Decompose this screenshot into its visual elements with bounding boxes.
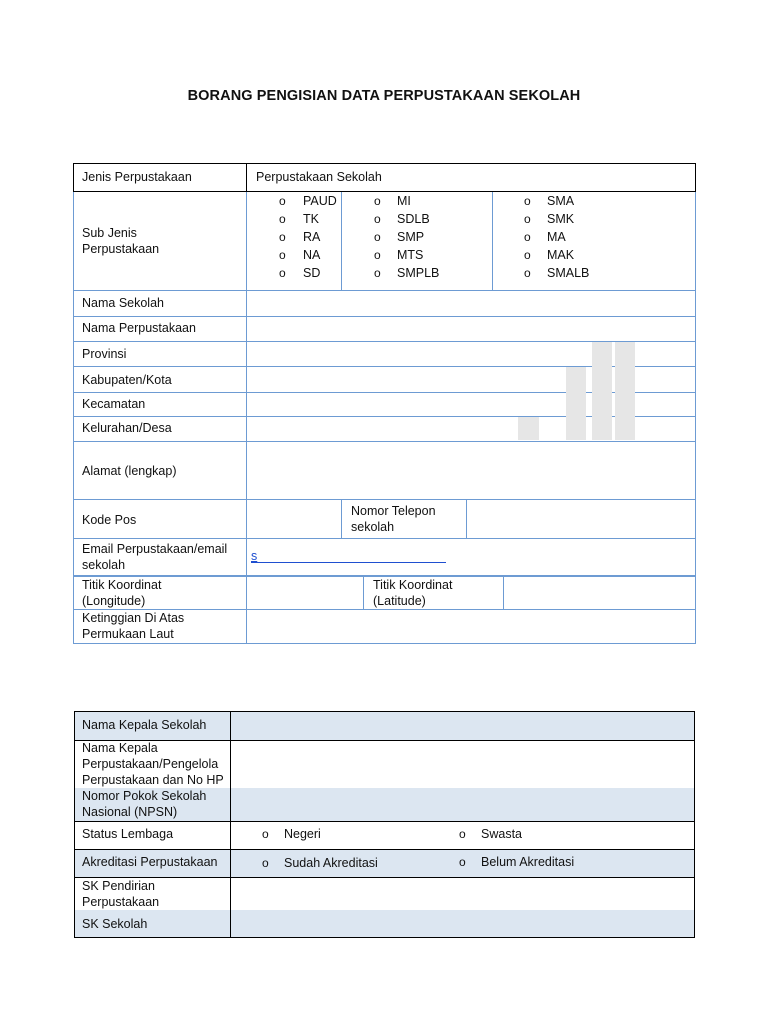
option-radio[interactable]: o — [524, 248, 531, 262]
belum-akreditasi-radio[interactable]: o — [459, 855, 466, 869]
telepon-label — [351, 503, 436, 535]
ketinggian-field[interactable] — [247, 610, 695, 643]
sudah-akreditasi-radio[interactable]: o — [262, 856, 269, 870]
kepala-field[interactable] — [231, 712, 694, 740]
npsn-label-line: Nomor Pokok Sekolah — [82, 789, 207, 803]
nama-perpustakaan-label: Nama Perpustakaan — [82, 321, 196, 335]
sk-pendirian-label-line: Perpustakaan — [82, 895, 160, 909]
option-label: SMALB — [547, 266, 590, 280]
divider — [492, 192, 493, 291]
option-radio[interactable]: o — [279, 194, 286, 208]
kode-pos-label: Kode Pos — [82, 513, 137, 527]
pengelola-label-line: Nama Kepala — [82, 741, 158, 755]
option-label: NA — [303, 248, 321, 262]
divider — [341, 500, 342, 538]
nama-sekolah-field[interactable] — [247, 291, 695, 316]
pengelola-label-line: Perpustakaan dan No HP — [82, 773, 224, 787]
option-label: SMA — [547, 194, 575, 208]
option-radio[interactable]: o — [524, 194, 531, 208]
kelurahan-field[interactable] — [247, 417, 515, 441]
option-radio[interactable]: o — [374, 194, 381, 208]
email-underline — [251, 562, 446, 563]
option-radio[interactable]: o — [279, 230, 286, 244]
option-label: PAUD — [303, 194, 337, 208]
shade-block — [615, 342, 635, 440]
longitude-label — [73, 577, 161, 609]
latitude-label — [373, 577, 452, 609]
shade-block — [518, 417, 539, 440]
subjenis-label-line: Perpustakaan — [82, 242, 160, 256]
ketinggian-label — [73, 610, 184, 642]
option-radio[interactable]: o — [524, 212, 531, 226]
nama-perpustakaan-field[interactable] — [247, 317, 695, 341]
option-label: MTS — [397, 248, 424, 262]
head-info-table — [74, 711, 695, 938]
option-label: SD — [303, 266, 321, 280]
sk-pendirian-label — [82, 878, 159, 910]
divider — [75, 821, 694, 822]
divider — [341, 192, 342, 291]
option-label: SMPLB — [397, 266, 440, 280]
provinsi-field[interactable] — [247, 342, 587, 366]
option-label: MAK — [547, 248, 575, 262]
subjenis-label — [73, 225, 159, 257]
kecamatan-field[interactable] — [247, 393, 563, 416]
alamat-label: Alamat (lengkap) — [82, 464, 177, 478]
akreditasi-label: Akreditasi Perpustakaan — [82, 855, 218, 869]
option-label: MI — [397, 194, 411, 208]
sudah-akreditasi-label: Sudah Akreditasi — [284, 856, 378, 870]
form-title: BORANG PENGISIAN DATA PERPUSTAKAAN SEKOLAH — [187, 88, 581, 104]
divider — [363, 577, 364, 609]
option-label: RA — [303, 230, 321, 244]
jenis-label: Jenis Perpustakaan — [82, 170, 192, 184]
telepon-label-line: sekolah — [351, 520, 395, 534]
npsn-field[interactable] — [231, 788, 694, 821]
longitude-label-line: (Longitude) — [82, 594, 146, 608]
kabupaten-field[interactable] — [247, 367, 563, 392]
swasta-label: Swasta — [481, 827, 522, 841]
telepon-label-line: Nomor Telepon — [351, 504, 436, 518]
option-label: SMK — [547, 212, 575, 226]
pengelola-field[interactable] — [231, 741, 694, 788]
pengelola-label-line: Perpustakaan/Pengelola — [82, 757, 219, 771]
sk-sekolah-label: SK Sekolah — [82, 917, 148, 931]
provinsi-label: Provinsi — [82, 347, 127, 361]
sk-sekolah-field[interactable] — [231, 910, 694, 937]
sk-pendirian-field[interactable] — [231, 878, 694, 910]
option-radio[interactable]: o — [374, 248, 381, 262]
option-label: MA — [547, 230, 566, 244]
npsn-label — [82, 788, 206, 820]
swasta-radio[interactable]: o — [459, 827, 466, 841]
longitude-label-line: Titik Koordinat — [82, 578, 162, 592]
npsn-label-line: Nasional (NPSN) — [82, 805, 178, 819]
latitude-label-line: (Latitude) — [373, 594, 426, 608]
email-label — [73, 541, 227, 573]
kelurahan-label: Kelurahan/Desa — [82, 421, 172, 435]
ketinggian-label-line: Ketinggian Di Atas — [82, 611, 185, 625]
option-radio[interactable]: o — [524, 230, 531, 244]
divider — [246, 163, 247, 192]
ketinggian-label-line: Permukaan Laut — [82, 627, 174, 641]
latitude-field[interactable] — [504, 577, 695, 609]
option-radio[interactable]: o — [279, 266, 286, 280]
kabupaten-label: Kabupaten/Kota — [82, 373, 172, 387]
alamat-field[interactable] — [247, 442, 695, 499]
jenis-value: Perpustakaan Sekolah — [256, 170, 382, 184]
shade-block — [592, 342, 612, 440]
kecamatan-label: Kecamatan — [82, 397, 146, 411]
sk-pendirian-label-line: SK Pendirian — [82, 879, 155, 893]
divider — [73, 538, 696, 539]
latitude-label-line: Titik Koordinat — [373, 578, 453, 592]
longitude-field[interactable] — [247, 577, 363, 609]
negeri-radio[interactable]: o — [262, 827, 269, 841]
option-radio[interactable]: o — [374, 230, 381, 244]
belum-akreditasi-label: Belum Akreditasi — [481, 855, 575, 869]
kepala-label: Nama Kepala Sekolah — [82, 718, 207, 732]
status-label: Status Lembaga — [82, 827, 174, 841]
shade-block — [566, 367, 586, 440]
email-label-line: Email Perpustakaan/email — [82, 542, 228, 556]
email-label-line: sekolah — [82, 558, 126, 572]
option-radio[interactable]: o — [374, 266, 381, 280]
negeri-label: Negeri — [284, 827, 321, 841]
kode-pos-field[interactable] — [247, 500, 341, 538]
telepon-field[interactable] — [467, 500, 695, 538]
option-radio[interactable]: o — [279, 248, 286, 262]
option-radio[interactable]: o — [279, 212, 286, 226]
pengelola-label — [82, 740, 224, 788]
option-radio[interactable]: o — [524, 266, 531, 280]
option-label: SMP — [397, 230, 425, 244]
subjenis-label-line: Sub Jenis — [82, 226, 137, 240]
option-label: TK — [303, 212, 319, 226]
nama-sekolah-label: Nama Sekolah — [82, 296, 164, 310]
option-label: SDLB — [397, 212, 430, 226]
divider — [75, 849, 694, 850]
email-value[interactable]: s — [251, 549, 258, 563]
option-radio[interactable]: o — [374, 212, 381, 226]
